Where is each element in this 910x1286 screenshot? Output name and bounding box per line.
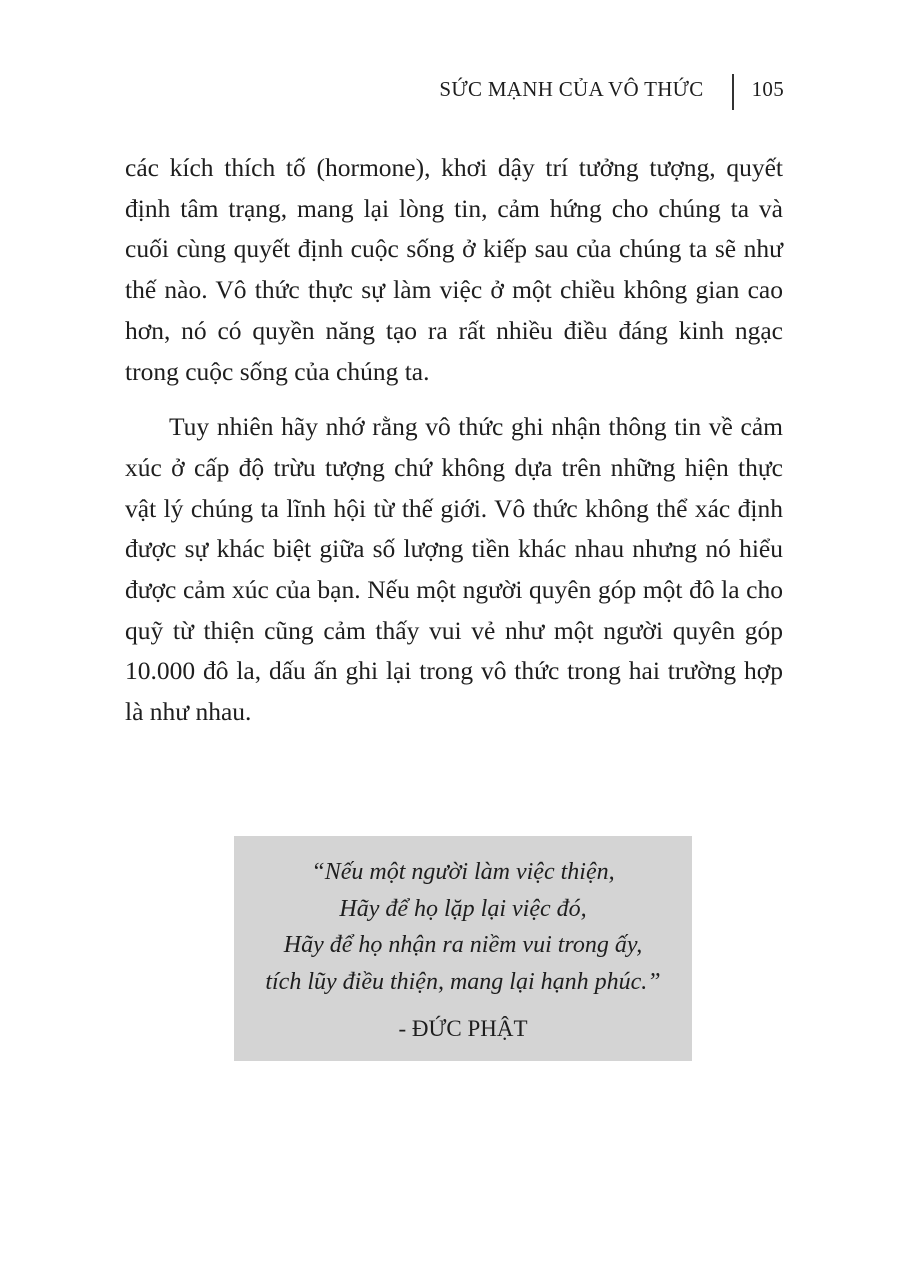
quote-line: Hãy để họ lặp lại việc đó,	[339, 895, 587, 922]
quote-line: “Nếu một người làm việc thiện,	[311, 859, 615, 885]
quote-box	[234, 836, 692, 1061]
quote-line: Hãy để họ nhận ra niềm vui trong ấy,	[283, 932, 643, 958]
running-header	[439, 74, 784, 110]
quote-line: tích lũy điều thiện, mang lại hạnh phúc.”	[265, 968, 661, 995]
quote-author: - ĐỨC PHẬT	[398, 1016, 528, 1041]
paragraph-1: các kích thích tố (hormone), khơi dậy trí tưởng tượng, quyết định tâm trạng, mang lại lòng tin, cảm hứng cho chúng ta và cuối cùng quyết định cuộc sống ở kiếp sau của chúng ta sẽ như thế nào. Vô thức thực sự làm việc ở một chiều không gian cao hơn, nó có quyền năng tạo ra rất nhiều điều đáng kinh ngạc trong cuộc sống của chúng ta.	[125, 153, 783, 386]
chapter-title: SỨC MẠNH CỦA VÔ THỨC	[439, 77, 704, 101]
page-number: 105	[751, 77, 784, 101]
paragraph-2: Tuy nhiên hãy nhớ rằng vô thức ghi nhận thông tin về cảm xúc ở cấp độ trừu tượng chứ không dựa trên những hiện thực vật lý chúng ta lĩnh hội từ thế giới. Vô thức không thể xác định được sự khác biệt giữa số lượng tiền khác nhau nhưng nó hiểu được cảm xúc của bạn. Nếu một người quyên góp một đô la cho quỹ từ thiện cũng cảm thấy vui vẻ như một người quyên góp 10.000 đô la, dấu ấn ghi lại trong vô thức trong hai trường hợp là như nhau.	[125, 412, 783, 727]
body-text	[125, 148, 783, 733]
